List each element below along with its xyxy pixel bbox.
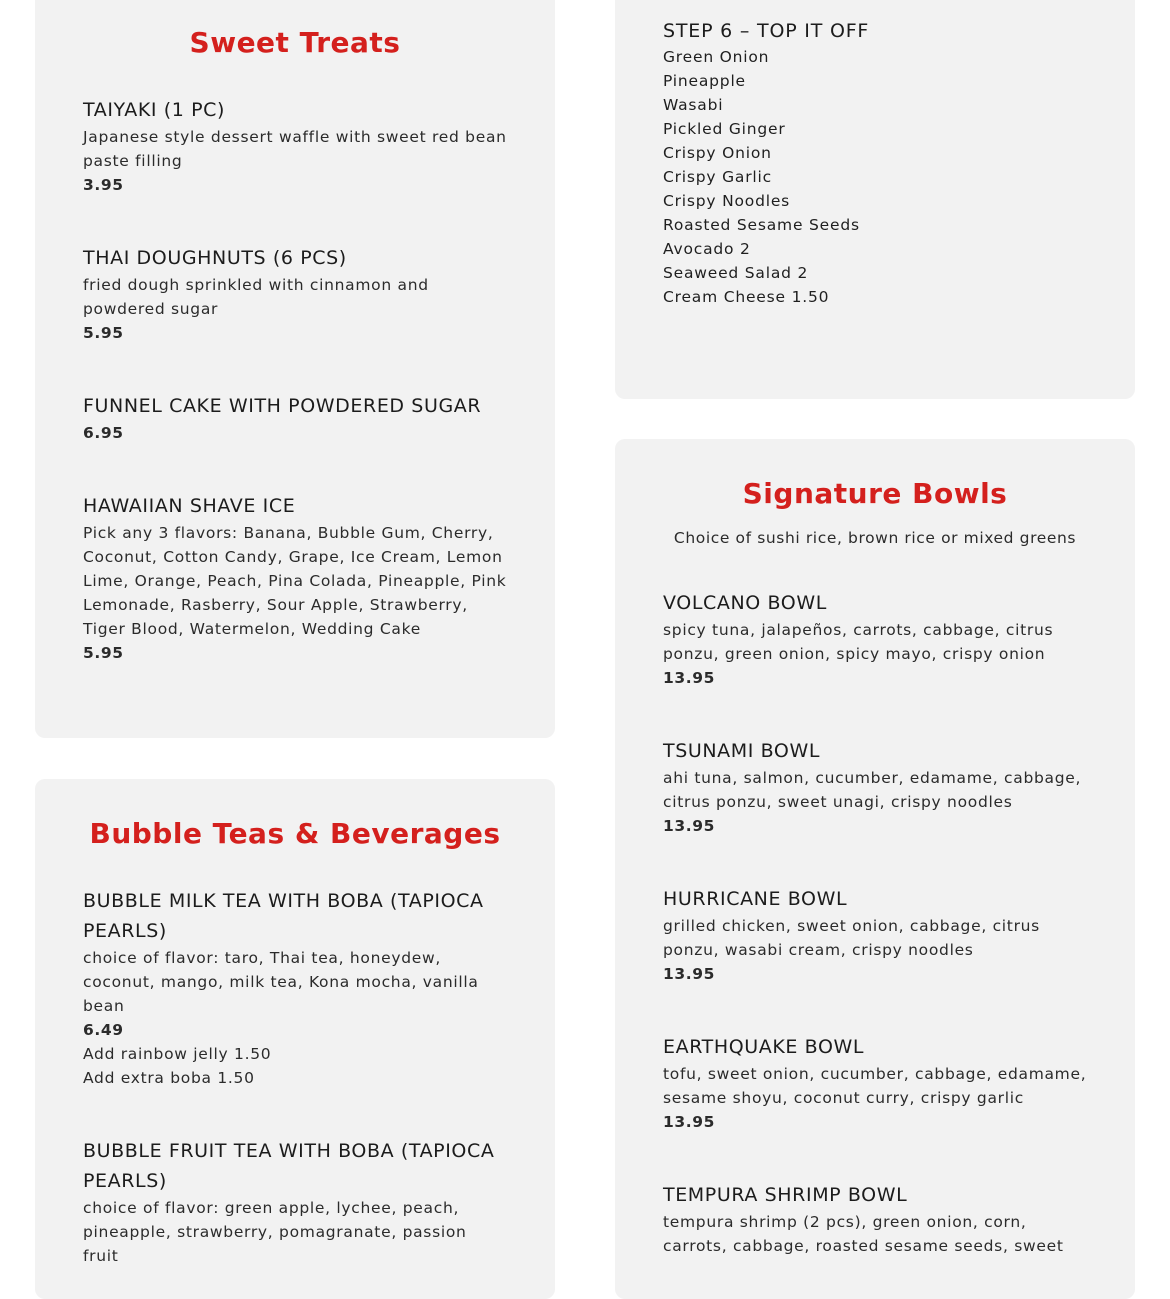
item-price: 3.95	[83, 176, 124, 194]
menu-item-hurricane-bowl	[663, 884, 1087, 986]
item-description: ahi tuna, salmon, cucumber, edamame, cabbage, citrus ponzu, sweet unagi, crispy noodles	[663, 769, 1082, 811]
item-price: 13.95	[663, 965, 716, 983]
item-description: spicy tuna, jalapeños, carrots, cabbage, citrus ponzu, green onion, spicy mayo, crispy onion	[663, 621, 1054, 663]
section-subtitle: Choice of sushi rice, brown rice or mixed greens	[673, 529, 1077, 547]
topping-item: Crispy Noodles	[663, 192, 791, 210]
menu-item-taiyaki	[83, 95, 507, 197]
item-name: EARTHQUAKE BOWL	[663, 1036, 865, 1058]
item-price: 13.95	[663, 1113, 716, 1131]
menu-item-bubble-fruit-tea	[83, 1136, 507, 1268]
item-name: HAWAIIAN SHAVE ICE	[83, 495, 296, 517]
menu-item-thai-doughnuts	[83, 243, 507, 345]
item-name: THAI DOUGHNUTS (6 PCS)	[83, 247, 347, 269]
menu-item-bubble-milk-tea	[83, 886, 507, 1090]
item-description: tofu, sweet onion, cucumber, cabbage, edamame, sesame shoyu, coconut curry, crispy garlic	[663, 1065, 1087, 1107]
item-description: Japanese style dessert waffle with sweet red bean paste filling	[83, 128, 507, 170]
item-description: fried dough sprinkled with cinnamon and powdered sugar	[83, 276, 429, 318]
item-name: VOLCANO BOWL	[663, 592, 827, 614]
item-description: tempura shrimp (2 pcs), green onion, corn, carrots, cabbage, roasted sesame seeds, sweet	[663, 1213, 1064, 1255]
bubble-teas-card	[35, 779, 555, 1299]
menu-item-volcano-bowl	[663, 588, 1087, 690]
topping-item: Avocado 2	[663, 240, 751, 258]
item-addon: Add extra boba 1.50	[83, 1069, 255, 1087]
item-price: 5.95	[83, 324, 124, 342]
item-description: Pick any 3 flavors: Banana, Bubble Gum, Cherry, Coconut, Cotton Candy, Grape, Ice Cream, Lemon Lime, Orange, Peach, Pina Colada, Pineapple, Pink Lemonade, Rasberry, Sour Apple, Strawberry, Tiger Blood, Watermelon, Wedding Cake	[83, 524, 507, 638]
menu-item-earthquake-bowl	[663, 1032, 1087, 1134]
topping-item: Wasabi	[663, 96, 724, 114]
item-description: choice of flavor: green apple, lychee, peach, pineapple, strawberry, pomagranate, passion fruit	[83, 1199, 467, 1265]
item-name: TSUNAMI BOWL	[663, 740, 821, 762]
topping-item: Cream Cheese 1.50	[663, 288, 830, 306]
item-description: choice of flavor: taro, Thai tea, honeydew, coconut, mango, milk tea, Kona mocha, vanilla bean	[83, 949, 479, 1015]
section-title-bubble-teas: Bubble Teas & Beverages	[89, 817, 501, 850]
item-price: 5.95	[83, 644, 124, 662]
item-price: 13.95	[663, 817, 716, 835]
topping-item: Pickled Ginger	[663, 120, 786, 138]
topping-item: Roasted Sesame Seeds	[663, 216, 860, 234]
menu-item-hawaiian-shave-ice	[83, 491, 507, 665]
signature-bowls-card	[615, 439, 1135, 1299]
item-name: BUBBLE MILK TEA WITH BOBA (TAPIOCA PEARLS)	[83, 890, 484, 942]
menu-item-tsunami-bowl	[663, 736, 1087, 838]
menu-item-tempura-shrimp-bowl	[663, 1180, 1087, 1258]
item-name: TAIYAKI (1 PC)	[83, 99, 226, 121]
section-title-sweet-treats: Sweet Treats	[189, 26, 401, 59]
sweet-treats-card	[35, 0, 555, 738]
item-addon: Add rainbow jelly 1.50	[83, 1045, 272, 1063]
item-name: BUBBLE FRUIT TEA WITH BOBA (TAPIOCA PEARLS)	[83, 1140, 495, 1192]
topping-item: Crispy Garlic	[663, 168, 772, 186]
item-price: 6.95	[83, 424, 124, 442]
toppings-card	[615, 0, 1135, 399]
item-price: 6.49	[83, 1021, 124, 1039]
item-name: HURRICANE BOWL	[663, 888, 848, 910]
item-name: FUNNEL CAKE WITH POWDERED SUGAR	[83, 395, 482, 417]
item-name: TEMPURA SHRIMP BOWL	[663, 1184, 908, 1206]
section-title-signature-bowls: Signature Bowls	[742, 477, 1008, 510]
topping-item: Crispy Onion	[663, 144, 772, 162]
menu-item-funnel-cake	[83, 391, 507, 445]
item-price: 13.95	[663, 669, 716, 687]
topping-item: Green Onion	[663, 48, 770, 66]
item-description: grilled chicken, sweet onion, cabbage, citrus ponzu, wasabi cream, crispy noodles	[663, 917, 1040, 959]
topping-item: Seaweed Salad 2	[663, 264, 809, 282]
topping-item: Pineapple	[663, 72, 746, 90]
toppings-heading: STEP 6 – TOP IT OFF	[663, 20, 870, 42]
